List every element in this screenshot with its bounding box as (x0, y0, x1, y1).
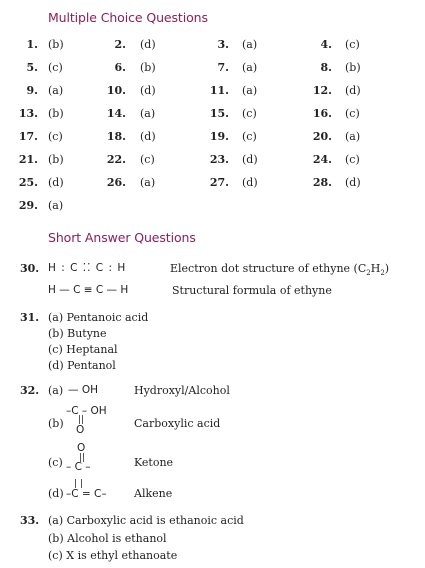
q32a-label: (a) (48, 384, 64, 397)
mcq-row (0, 153, 425, 169)
q30-structural-formula: H — C ≡ C — H (48, 284, 129, 296)
mcq-answer: (d) (345, 84, 361, 97)
mcq-answer: (a) (48, 199, 64, 212)
mcq-question-number: 18. (106, 130, 126, 143)
mcq-answer: (b) (48, 153, 64, 166)
q33-item: (c) X is ethyl ethanoate (48, 549, 178, 562)
q31-item: (c) Heptanal (48, 343, 118, 356)
q32b-label: (b) (48, 417, 64, 430)
q32d-label: (d) (48, 487, 64, 500)
mcq-answer: (d) (140, 84, 156, 97)
mcq-question-number: 19. (209, 130, 229, 143)
q30-dot-desc-pre: Electron dot structure of ethyne (C (170, 262, 367, 275)
mcq-question-number: 20. (312, 130, 332, 143)
q32-number: 32. (20, 384, 40, 397)
mcq-question-number: 4. (320, 38, 332, 51)
q32b-structure-bond: || (78, 415, 85, 425)
q31-item: (d) Pentanol (48, 359, 116, 372)
q32d-description: Alkene (134, 487, 173, 500)
mcq-answer: (b) (48, 38, 64, 51)
mcq-question-number: 3. (217, 38, 229, 51)
mcq-answer: (c) (242, 130, 257, 143)
mcq-answer: (a) (48, 84, 64, 97)
mcq-row (0, 199, 425, 215)
mcq-question-number: 14. (106, 107, 126, 120)
mcq-row (0, 38, 425, 54)
mcq-answer: (c) (140, 153, 155, 166)
mcq-answer: (d) (242, 176, 258, 189)
mcq-answer: (b) (345, 61, 361, 74)
q32d-structure: –C = C– (66, 488, 107, 500)
mcq-answer: (d) (140, 38, 156, 51)
q32c-structure-oxygen: O (77, 442, 86, 454)
mcq-answer: (c) (345, 153, 360, 166)
mcq-answer: (c) (345, 38, 360, 51)
mcq-question-number: 1. (26, 38, 38, 51)
q32b-structure-top: –C – OH (66, 405, 107, 417)
mcq-question-number: 2. (114, 38, 126, 51)
mcq-question-number: 21. (18, 153, 38, 166)
mcq-answer: (d) (48, 176, 64, 189)
q32c-structure-carbon: – C – (66, 461, 91, 473)
mcq-question-number: 11. (209, 84, 229, 97)
mcq-question-number: 13. (18, 107, 38, 120)
mcq-answer: (a) (242, 61, 258, 74)
mcq-heading: Multiple Choice Questions (48, 10, 208, 25)
q30-dot-desc-post: ) (384, 262, 390, 275)
q32c-description: Ketone (134, 456, 174, 469)
mcq-answer: (b) (140, 61, 156, 74)
mcq-row (0, 61, 425, 77)
mcq-row (0, 107, 425, 123)
mcq-question-number: 5. (26, 61, 38, 74)
q30-number: 30. (20, 262, 40, 275)
mcq-question-number: 24. (312, 153, 332, 166)
q32b-description: Carboxylic acid (134, 417, 221, 430)
q31-number: 31. (20, 311, 40, 324)
mcq-question-number: 25. (18, 176, 38, 189)
q31-item: (b) Butyne (48, 327, 107, 340)
mcq-row (0, 130, 425, 146)
q32c-structure-bond: || (79, 453, 86, 463)
q30-dot-desc-mid: H (370, 262, 381, 275)
mcq-answer: (a) (345, 130, 361, 143)
mcq-question-number: 10. (106, 84, 126, 97)
mcq-question-number: 15. (209, 107, 229, 120)
mcq-answer: (a) (140, 107, 156, 120)
q31-item: (a) Pentanoic acid (48, 311, 149, 324)
mcq-question-number: 28. (312, 176, 332, 189)
mcq-answer: (d) (345, 176, 361, 189)
mcq-answer: (d) (242, 153, 258, 166)
q30-dot-desc-sub1: 2 (366, 269, 371, 278)
mcq-answer: (d) (140, 130, 156, 143)
mcq-answer: (a) (140, 176, 156, 189)
mcq-question-number: 7. (217, 61, 229, 74)
q30-dot-description (170, 262, 389, 277)
mcq-question-number: 22. (106, 153, 126, 166)
mcq-answer: (a) (242, 84, 258, 97)
mcq-question-number: 27. (209, 176, 229, 189)
q33-item: (b) Alcohol is ethanol (48, 532, 167, 545)
mcq-answer: (c) (242, 107, 257, 120)
mcq-answer: (a) (242, 38, 258, 51)
q32b-structure-oxygen: O (76, 424, 85, 436)
mcq-row (0, 176, 425, 192)
mcq-question-number: 6. (114, 61, 126, 74)
mcq-question-number: 16. (312, 107, 332, 120)
q30-dot-structure: H : C ⁚⁚ C : H (48, 262, 127, 274)
q33-number: 33. (20, 514, 40, 527)
mcq-question-number: 17. (18, 130, 38, 143)
mcq-answer: (c) (48, 61, 63, 74)
q30-dot-desc-sub2: 2 (380, 269, 385, 278)
mcq-question-number: 29. (18, 199, 38, 212)
q32c-label: (c) (48, 456, 63, 469)
q33-item: (a) Carboxylic acid is ethanoic acid (48, 514, 244, 527)
mcq-answer: (c) (48, 130, 63, 143)
mcq-question-number: 9. (26, 84, 38, 97)
mcq-row (0, 84, 425, 100)
mcq-answer: (b) (48, 107, 64, 120)
mcq-question-number: 8. (320, 61, 332, 74)
mcq-question-number: 12. (312, 84, 332, 97)
q32a-structure: — OH (68, 384, 98, 396)
q32a-description: Hydroxyl/Alcohol (134, 384, 230, 397)
q32d-structure-bonds: | | (74, 479, 83, 489)
short-answer-heading: Short Answer Questions (48, 230, 196, 245)
q30-structural-description: Structural formula of ethyne (172, 284, 332, 297)
mcq-question-number: 26. (106, 176, 126, 189)
mcq-question-number: 23. (209, 153, 229, 166)
mcq-answer: (c) (345, 107, 360, 120)
